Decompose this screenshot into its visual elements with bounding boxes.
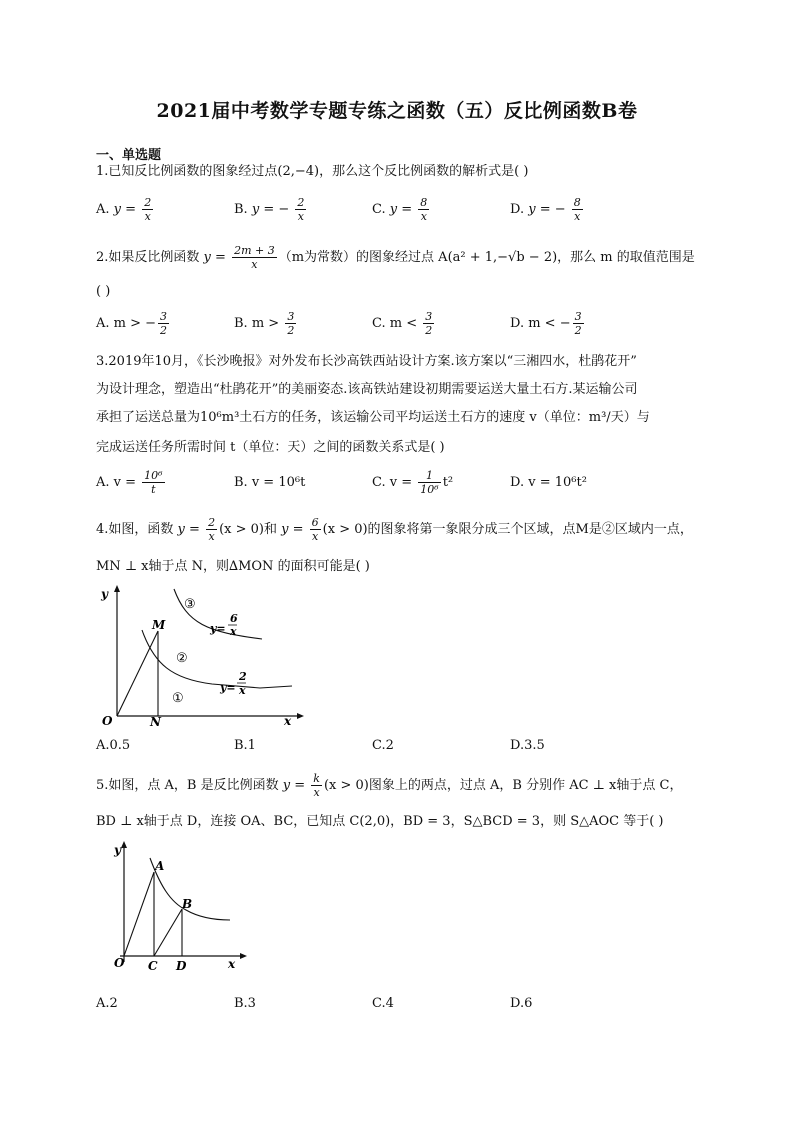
option-a[interactable]: A. m > − $\frac{3}{2}$ — [96, 310, 168, 337]
option-b[interactable]: B. m > $\frac{3}{2}$ — [234, 310, 295, 337]
region-3-label: ③ — [184, 597, 196, 612]
question-1-options — [96, 192, 706, 228]
option-d[interactable]: D. y = − $\frac{8}{x}$ — [510, 196, 581, 223]
option-b[interactable]: B. v = 10⁶t — [234, 475, 306, 490]
question-4-line-2: MN ⊥ x轴于点 N，则∆MON 的面积可能是( ) — [96, 559, 370, 574]
curve-2-denominator: x — [239, 684, 246, 697]
y-axis-label: y — [114, 843, 121, 857]
option-a[interactable]: A.2 — [96, 996, 118, 1011]
option-b[interactable]: B.1 — [234, 738, 256, 753]
origin-label: O — [102, 714, 113, 726]
curve-6-label: y= — [210, 622, 226, 635]
question-2-stem-end: ( ) — [96, 284, 111, 299]
option-d[interactable]: D. v = 10⁶t² — [510, 475, 587, 490]
curve-2-label: y= — [220, 681, 236, 694]
option-d[interactable]: D. m < − $\frac{3}{2}$ — [510, 310, 582, 337]
question-5-line-2: BD ⊥ x轴于点 D，连接 OA、BC，已知点 C(2,0)，BD = 3，S△BCD = 3，则 S△AOC 等于( ) — [96, 814, 664, 829]
question-3-line-3: 承担了运送总量为10⁶m³土石方的任务，该运输公司平均运送土石方的速度 v（单位：m³/天）与 — [96, 410, 650, 425]
option-d[interactable]: D.3.5 — [510, 738, 545, 753]
curve-6-denominator: x — [230, 625, 237, 638]
y-axis-label: y — [101, 587, 108, 601]
option-b[interactable]: B. y = − $\frac{2}{x}$ — [234, 196, 305, 223]
option-a[interactable]: A. v = $\frac{\text{10⁶}}{t}$ — [96, 469, 163, 496]
curve-2-numerator: 2 — [239, 670, 247, 683]
page-title: 2021届中考数学专题专练之函数（五）反比例函数B卷 — [156, 100, 638, 122]
x-axis-label: x — [228, 957, 236, 971]
option-c[interactable]: C.4 — [372, 996, 394, 1011]
option-a[interactable]: A. y = $\frac{2}{x}$ — [96, 196, 152, 223]
x-axis-label: x — [284, 714, 292, 726]
question-2-options — [96, 306, 706, 342]
region-2-label: ② — [176, 651, 188, 666]
question-2-stem: 2.如果反比例函数 y = $\frac{2m + 3}{x}$ （m为常数）的图象经过点 A(a² + 1,−√b − 2)，那么 m 的取值范围是 — [96, 244, 695, 271]
question-3-line-4: 完成运送任务所需时间 t（单位：天）之间的函数关系式是( ) — [96, 440, 445, 455]
option-c[interactable]: C. m < $\frac{3}{2}$ — [372, 310, 433, 337]
point-d-label: D — [176, 959, 187, 972]
question-5-figure — [100, 840, 250, 972]
question-4-figure — [92, 584, 312, 726]
section-heading: 一、单选题 — [96, 148, 162, 163]
question-4-line-1: 4.如图，函数 y = $\frac{2}{x}$ (x > 0)和 y = $\frac{6}{x}$ (x > 0)的图象将第一象限分成三个区域，点M是②区域内一点， — [96, 516, 693, 543]
question-3-line-2: 为设计理念，塑造出“杜鹃花开”的美丽姿态.该高铁站建设初期需要运送大量土石方.某运输公司 — [96, 382, 638, 397]
point-n-label: N — [150, 715, 161, 726]
point-a-label: A — [155, 859, 165, 873]
point-c-label: C — [148, 959, 158, 972]
origin-label: O — [114, 956, 125, 970]
option-c[interactable]: C.2 — [372, 738, 394, 753]
question-4-options — [96, 728, 706, 764]
question-5-line-1: 5.如图，点 A，B 是反比例函数 y = $\frac{k}{x}$ (x > 0)图象上的两点，过点 A，B 分别作 AC ⊥ x轴于点 C， — [96, 772, 683, 799]
question-3-options — [96, 465, 706, 501]
curve-6-numerator: 6 — [230, 612, 238, 625]
option-d[interactable]: D.6 — [510, 996, 533, 1011]
region-1-label: ① — [172, 691, 184, 706]
question-1-stem: 1.已知反比例函数的图象经过点(2,−4)，那么这个反比例函数的解析式是( ) — [96, 164, 529, 179]
option-c[interactable]: C. v = $\frac{1}{\text{10⁶}}$ t² — [372, 469, 454, 496]
question-5-options — [96, 986, 706, 1022]
question-3-line-1: 3.2019年10月，《长沙晚报》对外发布长沙高铁西站设计方案.该方案以“三湘四水，杜鹃花开” — [96, 354, 637, 369]
option-c[interactable]: C. y = $\frac{8}{x}$ — [372, 196, 428, 223]
option-a[interactable]: A.0.5 — [96, 738, 131, 753]
point-b-label: B — [182, 897, 193, 911]
option-b[interactable]: B.3 — [234, 996, 256, 1011]
point-m-label: M — [152, 618, 166, 632]
